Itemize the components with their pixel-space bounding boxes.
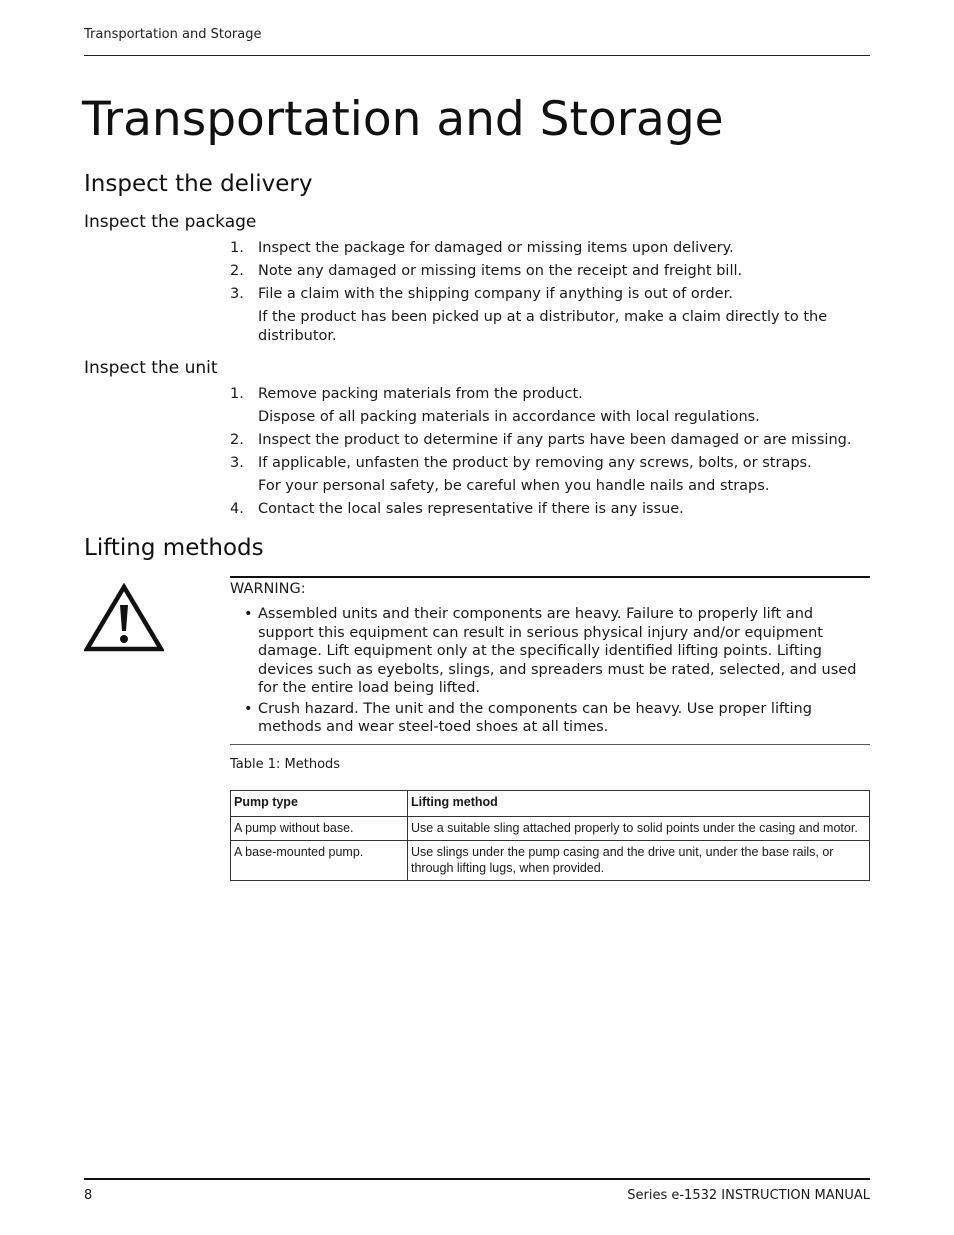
step-note: Dispose of all packing materials in accordance with local regulations. (258, 409, 760, 425)
step-number: 1. (230, 240, 244, 256)
list-item (244, 700, 870, 737)
list-item (230, 385, 870, 427)
table-row (231, 817, 870, 841)
warning-triangle-icon (84, 583, 164, 653)
running-header: Transportation and Storage (84, 27, 262, 42)
page-title: Transportation and Storage (82, 92, 724, 147)
unit-steps-list (230, 385, 870, 523)
footer-rule (84, 1178, 870, 1180)
subsection-heading-inspect-package: Inspect the package (84, 212, 257, 232)
table-header-row (231, 791, 870, 817)
subsection-heading-inspect-unit: Inspect the unit (84, 358, 218, 378)
step-number: 2. (230, 263, 244, 279)
step-text: Remove packing materials from the product. (258, 386, 583, 402)
step-number: 3. (230, 286, 244, 302)
step-text: Contact the local sales representative if there is any issue. (258, 501, 684, 517)
list-item (230, 454, 870, 496)
warning-list (244, 605, 870, 739)
bullet: • (244, 606, 253, 622)
list-item (244, 605, 870, 698)
table-caption: Table 1: Methods (230, 757, 341, 772)
step-number: 4. (230, 501, 244, 517)
step-number: 1. (230, 386, 244, 402)
table-row (231, 841, 870, 881)
section-heading-inspect-delivery: Inspect the delivery (84, 171, 313, 197)
page-number: 8 (84, 1188, 93, 1203)
table-cell: Use slings under the pump casing and the drive unit, under the base rails, or through lifting lugs, when provided. (408, 841, 870, 881)
column-header-lifting-method: Lifting method (408, 791, 870, 817)
warning-text: Crush hazard. The unit and the components can be heavy. Use proper lifting methods and wear steel-toed shoes at all times. (258, 700, 812, 735)
table-cell: Use a suitable sling attached properly to solid points under the casing and motor. (408, 817, 870, 841)
list-item (230, 285, 870, 346)
list-item (230, 262, 870, 281)
warning-bottom-rule (230, 744, 870, 745)
warning-label: WARNING: (230, 581, 306, 597)
step-text: If applicable, unfasten the product by removing any screws, bolts, or straps. (258, 455, 812, 471)
list-item (230, 239, 870, 258)
lifting-methods-table (230, 790, 870, 881)
column-header-pump-type: Pump type (231, 791, 408, 817)
list-item (230, 500, 870, 519)
step-number: 2. (230, 432, 244, 448)
step-text: File a claim with the shipping company if anything is out of order. (258, 286, 733, 302)
table-cell: A pump without base. (231, 817, 408, 841)
step-number: 3. (230, 455, 244, 471)
package-steps-list (230, 239, 870, 350)
step-text: Inspect the package for damaged or missing items upon delivery. (258, 240, 734, 256)
section-heading-lifting-methods: Lifting methods (84, 535, 264, 561)
warning-text: Assembled units and their components are heavy. Failure to properly lift and support this equipment can result in serious physical injury and/or equipment damage. Lift equipment only at the specifically identified lifting points. Lifting devices such as eyebolts, slings, and spreaders must be rated, selected, and used for the entire load being lifted. (258, 606, 857, 696)
warning-top-rule (230, 576, 870, 578)
bullet: • (244, 700, 253, 717)
step-text: Note any damaged or missing items on the receipt and freight bill. (258, 263, 743, 279)
list-item (230, 431, 870, 450)
table-cell: A base-mounted pump. (231, 841, 408, 881)
step-note: If the product has been picked up at a distributor, make a claim directly to the distributor. (258, 309, 828, 344)
step-note: For your personal safety, be careful when you handle nails and straps. (258, 478, 770, 494)
footer-manual-title: Series e-1532 INSTRUCTION MANUAL (627, 1188, 870, 1203)
header-rule (84, 55, 870, 56)
step-text: Inspect the product to determine if any parts have been damaged or are missing. (258, 432, 852, 448)
